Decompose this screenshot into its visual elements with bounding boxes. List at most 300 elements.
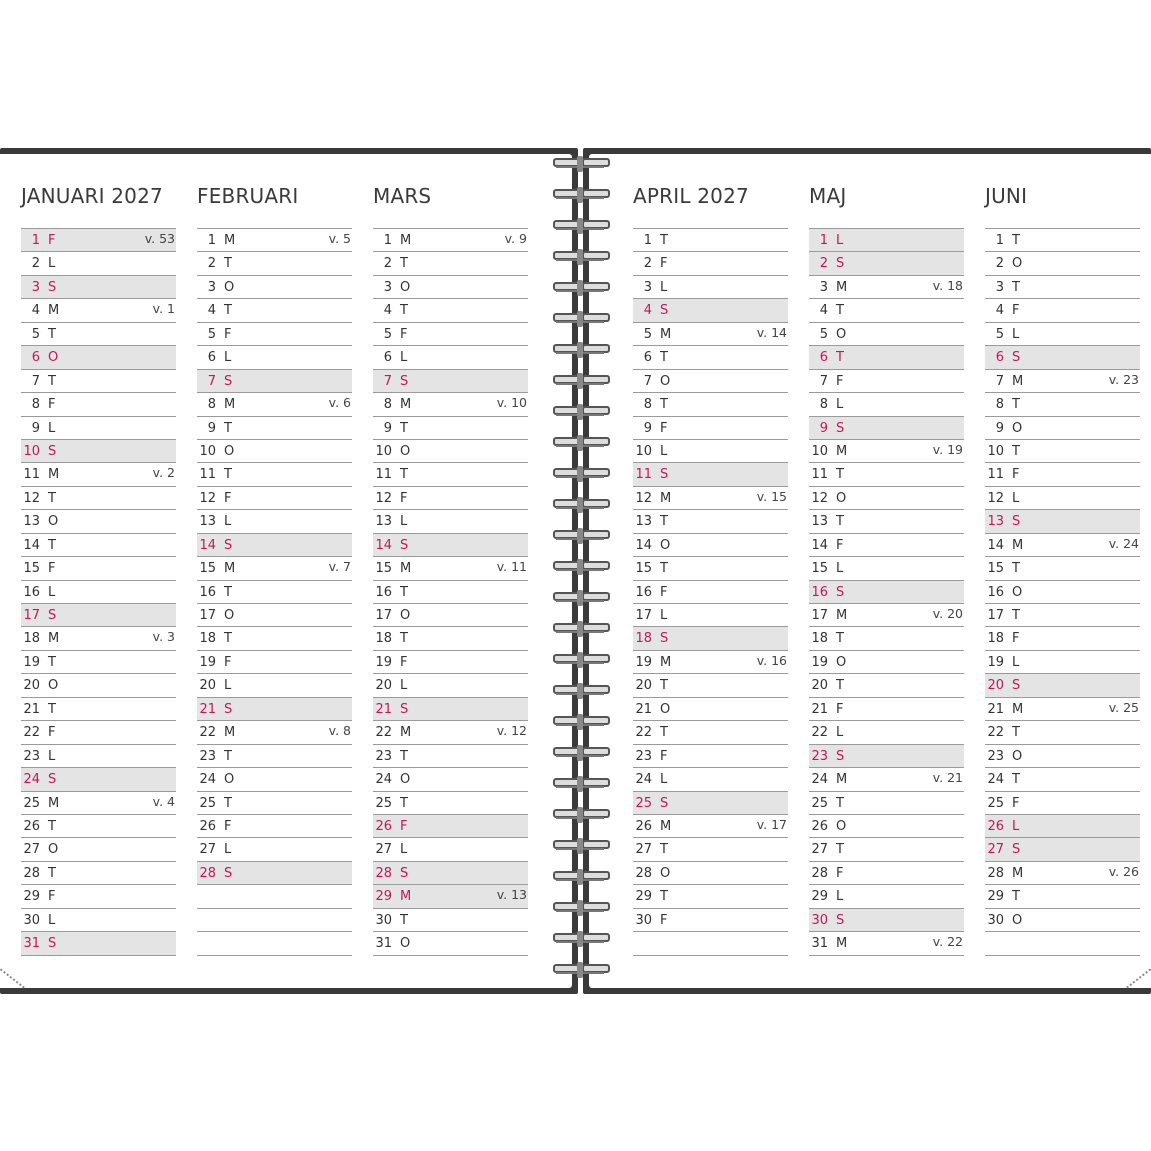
day-number: 12 bbox=[811, 490, 828, 506]
day-row bbox=[21, 393, 176, 416]
weekday-letter: S bbox=[400, 537, 409, 553]
day-row bbox=[809, 487, 964, 510]
weekday-letter: T bbox=[224, 584, 232, 600]
day-row bbox=[21, 862, 176, 885]
weekday-letter: M bbox=[48, 467, 60, 483]
weekday-letter: S bbox=[224, 537, 233, 553]
day-number: 7 bbox=[819, 373, 828, 389]
day-row bbox=[985, 228, 1140, 252]
weekday-letter: O bbox=[48, 514, 59, 530]
day-row bbox=[197, 487, 352, 510]
weekday-letter: F bbox=[1012, 467, 1020, 483]
day-number: 12 bbox=[23, 490, 40, 506]
weekday-letter: T bbox=[660, 842, 668, 858]
month-title: FEBRUARI bbox=[197, 184, 299, 208]
day-row bbox=[197, 745, 352, 768]
day-number: 27 bbox=[635, 842, 652, 858]
day-number: 19 bbox=[987, 654, 1004, 670]
day-row bbox=[373, 276, 528, 299]
weekday-letter: T bbox=[400, 912, 408, 928]
weekday-letter: L bbox=[660, 443, 668, 459]
day-row bbox=[809, 276, 964, 299]
spiral-ring bbox=[553, 342, 607, 358]
weekday-letter: T bbox=[224, 256, 232, 272]
day-row bbox=[373, 792, 528, 815]
day-number: 10 bbox=[23, 443, 40, 459]
left-page bbox=[0, 154, 572, 988]
day-number: 1 bbox=[383, 233, 392, 248]
spiral-ring bbox=[553, 187, 607, 203]
weekday-letter: T bbox=[400, 795, 408, 811]
day-number: 18 bbox=[811, 631, 828, 647]
day-row bbox=[985, 463, 1140, 486]
weekday-letter: O bbox=[224, 279, 235, 295]
day-row bbox=[373, 346, 528, 369]
day-number: 23 bbox=[635, 748, 652, 764]
weekday-letter: F bbox=[400, 490, 408, 506]
day-row bbox=[21, 768, 176, 791]
day-number: 5 bbox=[995, 326, 1004, 342]
day-row bbox=[985, 627, 1140, 650]
day-row bbox=[633, 604, 788, 627]
weekday-letter: T bbox=[1012, 233, 1020, 248]
day-row bbox=[197, 909, 352, 932]
week-number: v. 10 bbox=[496, 395, 527, 411]
day-row bbox=[985, 768, 1140, 791]
day-row bbox=[809, 721, 964, 744]
spiral-ring bbox=[553, 373, 607, 389]
weekday-letter: F bbox=[400, 818, 408, 834]
weekday-letter: S bbox=[660, 631, 669, 647]
weekday-letter: T bbox=[836, 678, 844, 694]
week-number: v. 53 bbox=[144, 231, 175, 246]
weekday-letter: L bbox=[660, 608, 668, 623]
day-row bbox=[21, 252, 176, 275]
day-row bbox=[21, 440, 176, 463]
day-number: 19 bbox=[199, 654, 216, 670]
week-number: v. 13 bbox=[496, 887, 527, 903]
day-row bbox=[373, 534, 528, 557]
day-row bbox=[633, 721, 788, 744]
day-number: 8 bbox=[207, 397, 216, 413]
day-number: 21 bbox=[199, 701, 216, 717]
weekday-letter: F bbox=[48, 397, 56, 413]
day-row bbox=[809, 534, 964, 557]
weekday-letter: M bbox=[400, 561, 412, 577]
day-number: 6 bbox=[995, 350, 1004, 366]
week-number: v. 16 bbox=[756, 652, 787, 668]
weekday-letter: O bbox=[400, 279, 411, 295]
day-number: 24 bbox=[199, 772, 216, 788]
day-row bbox=[373, 228, 528, 252]
week-number: v. 20 bbox=[932, 606, 963, 621]
weekday-letter: S bbox=[1012, 514, 1021, 530]
week-number: v. 25 bbox=[1108, 699, 1139, 715]
weekday-letter: F bbox=[48, 725, 56, 741]
weekday-letter: F bbox=[48, 233, 56, 248]
day-number: 11 bbox=[375, 467, 392, 483]
weekday-letter: M bbox=[836, 279, 848, 295]
day-row bbox=[809, 838, 964, 861]
day-row bbox=[21, 674, 176, 697]
weekday-letter: M bbox=[224, 561, 236, 577]
day-row bbox=[633, 370, 788, 393]
day-number: 15 bbox=[811, 561, 828, 577]
day-number: 11 bbox=[23, 467, 40, 483]
day-row bbox=[633, 792, 788, 815]
spiral-ring bbox=[553, 497, 607, 513]
day-row bbox=[633, 510, 788, 533]
day-row bbox=[633, 768, 788, 791]
day-row bbox=[373, 627, 528, 650]
weekday-letter: F bbox=[1012, 631, 1020, 647]
weekday-letter: T bbox=[836, 631, 844, 647]
day-row bbox=[985, 909, 1140, 932]
day-row bbox=[985, 815, 1140, 838]
day-number: 13 bbox=[811, 514, 828, 530]
weekday-letter: T bbox=[836, 303, 844, 319]
day-number: 6 bbox=[643, 350, 652, 366]
weekday-letter: L bbox=[400, 678, 408, 694]
day-number: 28 bbox=[199, 865, 216, 881]
spiral-ring bbox=[553, 962, 607, 978]
spiral-ring bbox=[553, 683, 607, 699]
weekday-letter: L bbox=[48, 584, 56, 600]
day-row bbox=[809, 581, 964, 604]
day-row bbox=[21, 698, 176, 721]
weekday-letter: S bbox=[48, 279, 57, 295]
day-number: 8 bbox=[383, 397, 392, 413]
day-number: 17 bbox=[23, 608, 40, 623]
day-row bbox=[809, 768, 964, 791]
weekday-letter: F bbox=[660, 748, 668, 764]
weekday-letter: F bbox=[48, 561, 56, 577]
day-row bbox=[373, 768, 528, 791]
day-number: 28 bbox=[811, 865, 828, 881]
week-number: v. 22 bbox=[932, 934, 963, 950]
day-row bbox=[21, 721, 176, 744]
day-number: 14 bbox=[375, 537, 392, 553]
day-number: 27 bbox=[23, 842, 40, 858]
weekday-letter: T bbox=[48, 373, 56, 389]
weekday-letter: L bbox=[224, 350, 232, 366]
weekday-letter: O bbox=[224, 772, 235, 788]
day-number: 18 bbox=[199, 631, 216, 647]
day-number: 3 bbox=[383, 279, 392, 295]
day-row bbox=[21, 346, 176, 369]
day-row bbox=[373, 651, 528, 674]
weekday-letter: M bbox=[48, 795, 60, 811]
day-number: 2 bbox=[995, 256, 1004, 272]
week-number: v. 4 bbox=[152, 793, 175, 809]
day-row bbox=[809, 674, 964, 697]
day-number: 14 bbox=[199, 537, 216, 553]
day-row bbox=[633, 463, 788, 486]
weekday-letter: T bbox=[48, 654, 56, 670]
day-row bbox=[21, 510, 176, 533]
day-row bbox=[633, 228, 788, 252]
day-row bbox=[21, 417, 176, 440]
weekday-letter: F bbox=[224, 326, 232, 342]
day-row bbox=[21, 581, 176, 604]
spiral-ring bbox=[553, 745, 607, 761]
weekday-letter: F bbox=[660, 584, 668, 600]
day-row bbox=[197, 463, 352, 486]
day-row bbox=[373, 370, 528, 393]
day-row bbox=[809, 557, 964, 580]
day-list bbox=[197, 228, 352, 956]
day-number: 9 bbox=[383, 420, 392, 436]
day-row bbox=[197, 370, 352, 393]
day-list bbox=[373, 228, 528, 956]
day-row bbox=[985, 745, 1140, 768]
day-number: 11 bbox=[987, 467, 1004, 483]
day-number: 28 bbox=[635, 865, 652, 881]
day-row bbox=[197, 815, 352, 838]
day-number: 1 bbox=[643, 233, 652, 248]
day-row bbox=[985, 323, 1140, 346]
spiral-ring bbox=[553, 621, 607, 637]
weekday-letter: M bbox=[400, 889, 412, 905]
weekday-letter: L bbox=[1012, 818, 1020, 834]
weekday-letter: S bbox=[660, 303, 669, 319]
weekday-letter: T bbox=[224, 631, 232, 647]
weekday-letter: S bbox=[660, 467, 669, 483]
day-number: 16 bbox=[987, 584, 1004, 600]
weekday-letter: T bbox=[400, 748, 408, 764]
day-number: 11 bbox=[635, 467, 652, 483]
spiral-ring bbox=[553, 218, 607, 234]
month-title: APRIL 2027 bbox=[633, 184, 749, 208]
day-number: 10 bbox=[375, 443, 392, 459]
day-row bbox=[197, 534, 352, 557]
day-number: 18 bbox=[987, 631, 1004, 647]
weekday-letter: S bbox=[400, 865, 409, 881]
week-number: v. 23 bbox=[1108, 371, 1139, 387]
weekday-letter: T bbox=[660, 397, 668, 413]
spiral-ring bbox=[553, 466, 607, 482]
weekday-letter: M bbox=[836, 443, 848, 459]
weekday-letter: S bbox=[836, 256, 845, 272]
day-number: 14 bbox=[635, 537, 652, 553]
day-number: 20 bbox=[375, 678, 392, 694]
day-row bbox=[21, 745, 176, 768]
week-number: v. 7 bbox=[328, 559, 351, 575]
day-number: 7 bbox=[643, 373, 652, 389]
weekday-letter: M bbox=[660, 818, 672, 834]
weekday-letter: O bbox=[836, 326, 847, 342]
spiral-ring bbox=[553, 559, 607, 575]
week-number: v. 12 bbox=[496, 723, 527, 739]
day-number: 30 bbox=[23, 912, 40, 928]
day-number: 13 bbox=[987, 514, 1004, 530]
day-row bbox=[373, 510, 528, 533]
day-row bbox=[21, 463, 176, 486]
day-row bbox=[985, 721, 1140, 744]
day-row bbox=[197, 417, 352, 440]
day-number: 24 bbox=[987, 772, 1004, 788]
day-number: 28 bbox=[23, 865, 40, 881]
weekday-letter: T bbox=[224, 420, 232, 436]
weekday-letter: M bbox=[224, 233, 236, 248]
weekday-letter: F bbox=[660, 420, 668, 436]
day-number: 21 bbox=[375, 701, 392, 717]
day-row bbox=[197, 393, 352, 416]
day-number: 31 bbox=[811, 936, 828, 952]
weekday-letter: S bbox=[1012, 842, 1021, 858]
day-row bbox=[633, 534, 788, 557]
day-number: 3 bbox=[643, 279, 652, 295]
weekday-letter: T bbox=[224, 748, 232, 764]
day-row bbox=[21, 323, 176, 346]
weekday-letter: T bbox=[48, 326, 56, 342]
day-number: 13 bbox=[635, 514, 652, 530]
weekday-letter: M bbox=[48, 631, 60, 647]
week-number: v. 2 bbox=[152, 465, 175, 481]
day-number: 8 bbox=[643, 397, 652, 413]
weekday-letter: S bbox=[224, 373, 233, 389]
day-number: 26 bbox=[987, 818, 1004, 834]
weekday-letter: M bbox=[400, 725, 412, 741]
day-row bbox=[197, 627, 352, 650]
day-number: 23 bbox=[987, 748, 1004, 764]
weekday-letter: T bbox=[1012, 279, 1020, 295]
weekday-letter: T bbox=[660, 725, 668, 741]
day-row bbox=[809, 299, 964, 322]
day-row bbox=[373, 838, 528, 861]
day-number: 1 bbox=[31, 233, 40, 248]
day-row bbox=[809, 815, 964, 838]
day-row bbox=[633, 417, 788, 440]
day-number: 2 bbox=[819, 256, 828, 272]
weekday-letter: F bbox=[224, 818, 232, 834]
day-number: 30 bbox=[375, 912, 392, 928]
weekday-letter: T bbox=[48, 490, 56, 506]
day-row bbox=[197, 440, 352, 463]
weekday-letter: S bbox=[48, 936, 57, 952]
day-row bbox=[197, 862, 352, 885]
weekday-letter: T bbox=[400, 256, 408, 272]
day-number: 5 bbox=[383, 326, 392, 342]
day-number: 13 bbox=[375, 514, 392, 530]
day-row bbox=[21, 627, 176, 650]
day-number: 16 bbox=[375, 584, 392, 600]
day-number: 26 bbox=[635, 818, 652, 834]
day-row bbox=[633, 674, 788, 697]
day-row bbox=[809, 393, 964, 416]
weekday-letter: S bbox=[224, 865, 233, 881]
spiral-ring bbox=[553, 435, 607, 451]
day-row bbox=[373, 604, 528, 627]
day-row bbox=[373, 440, 528, 463]
day-list bbox=[809, 228, 964, 956]
day-row bbox=[809, 346, 964, 369]
day-row bbox=[373, 674, 528, 697]
weekday-letter: M bbox=[660, 654, 672, 670]
day-number: 1 bbox=[207, 233, 216, 248]
day-row bbox=[373, 417, 528, 440]
weekday-letter: T bbox=[48, 818, 56, 834]
day-number: 3 bbox=[31, 279, 40, 295]
weekday-letter: O bbox=[400, 443, 411, 459]
day-row bbox=[21, 885, 176, 908]
day-number: 22 bbox=[987, 725, 1004, 741]
week-number: v. 5 bbox=[328, 231, 351, 246]
day-number: 19 bbox=[811, 654, 828, 670]
day-number: 1 bbox=[995, 233, 1004, 248]
day-number: 15 bbox=[199, 561, 216, 577]
day-number: 14 bbox=[811, 537, 828, 553]
week-number: v. 21 bbox=[932, 770, 963, 786]
day-list bbox=[21, 228, 176, 956]
day-row bbox=[809, 698, 964, 721]
weekday-letter: O bbox=[660, 537, 671, 553]
day-number: 24 bbox=[811, 772, 828, 788]
day-number: 9 bbox=[995, 420, 1004, 436]
day-row bbox=[21, 815, 176, 838]
day-row bbox=[809, 417, 964, 440]
day-number: 12 bbox=[635, 490, 652, 506]
day-number: 28 bbox=[375, 865, 392, 881]
weekday-letter: S bbox=[836, 912, 845, 928]
spiral-ring bbox=[553, 404, 607, 420]
day-row bbox=[809, 252, 964, 275]
day-row bbox=[197, 721, 352, 744]
weekday-letter: O bbox=[48, 350, 59, 366]
day-number: 10 bbox=[987, 443, 1004, 459]
day-row bbox=[373, 557, 528, 580]
day-number: 8 bbox=[995, 397, 1004, 413]
weekday-letter: T bbox=[660, 514, 668, 530]
weekday-letter: F bbox=[660, 256, 668, 272]
week-number: v. 8 bbox=[328, 723, 351, 739]
day-row bbox=[633, 745, 788, 768]
day-row bbox=[21, 838, 176, 861]
day-row bbox=[633, 862, 788, 885]
weekday-letter: F bbox=[400, 654, 408, 670]
day-row bbox=[809, 228, 964, 252]
day-number: 17 bbox=[635, 608, 652, 623]
day-number: 12 bbox=[987, 490, 1004, 506]
weekday-letter: O bbox=[400, 608, 411, 623]
day-number: 3 bbox=[819, 279, 828, 295]
day-row bbox=[985, 862, 1140, 885]
day-number: 20 bbox=[199, 678, 216, 694]
weekday-letter: S bbox=[224, 701, 233, 717]
day-row bbox=[373, 721, 528, 744]
day-row bbox=[985, 252, 1140, 275]
day-number: 1 bbox=[819, 233, 828, 248]
day-row bbox=[809, 604, 964, 627]
weekday-letter: L bbox=[48, 912, 56, 928]
day-number: 30 bbox=[987, 912, 1004, 928]
day-row bbox=[809, 627, 964, 650]
weekday-letter: F bbox=[836, 537, 844, 553]
day-row bbox=[197, 228, 352, 252]
day-row bbox=[633, 276, 788, 299]
day-number: 15 bbox=[635, 561, 652, 577]
day-row bbox=[809, 510, 964, 533]
day-row bbox=[21, 557, 176, 580]
weekday-letter: S bbox=[400, 373, 409, 389]
day-row bbox=[21, 909, 176, 932]
month-title: JANUARI 2027 bbox=[21, 184, 163, 208]
day-row bbox=[633, 651, 788, 674]
day-row bbox=[633, 815, 788, 838]
weekday-letter: T bbox=[48, 701, 56, 717]
spiral-ring bbox=[553, 776, 607, 792]
weekday-letter: F bbox=[224, 490, 232, 506]
